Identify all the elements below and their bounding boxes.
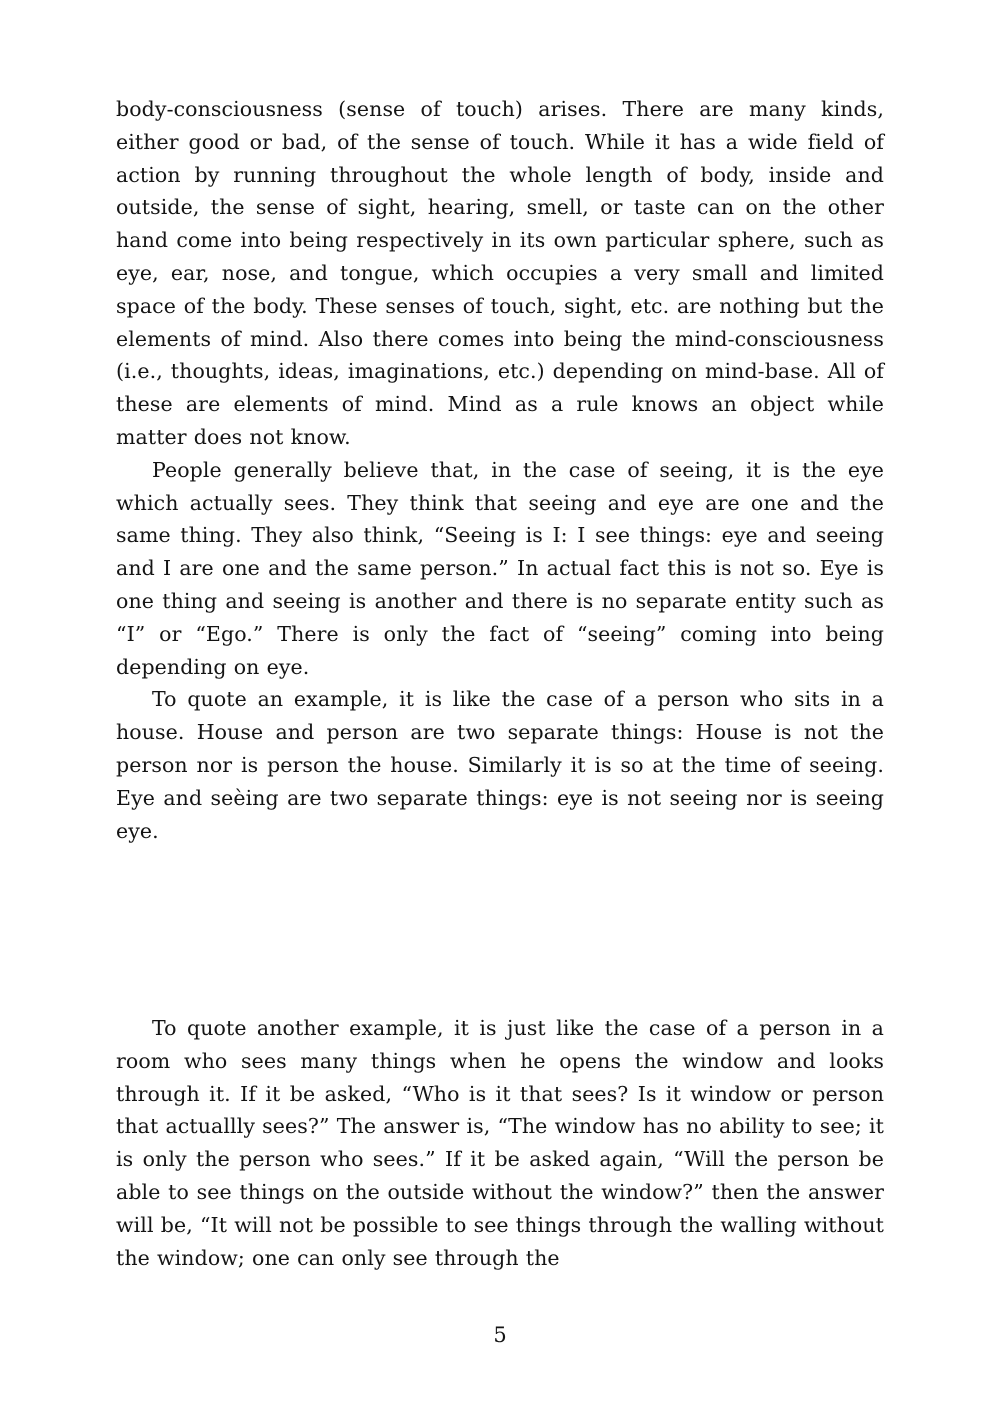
paragraph-body-consciousness: body-consciousness (sense of touch) arises. There are many kinds, either good or bad, of the sense of touch. While it has a wide field of action by running throughout the whole length of body, inside and outside, the sense of sight, hearing, smell, or taste can on the other hand come into being respectively in its own particular sphere, such as eye, ear, nose, and tongue, which occupies a very small and limited space of the body. These senses of touch, sight, etc. are nothing but the elements of mind. Also there comes into being the mind-consciousness (i.e., thoughts, ideas, imaginations, etc.) depending on mind-base. All of these are elements of mind. Mind as a rule knows an object while matter does not know. xyxy=(116,97,884,449)
paragraph-window-example: To quote another example, it is just like the case of a person in a room who sees many things when he opens the window and looks through it. If it be asked, “Who is it that sees? Is it window or person that actuallly sees?” The answer is, “The window has no ability to see; it is only the person who sees.” If it be asked again, “Will the person be able to see things on the outside without the window?” then the answer will be, “It will not be possible to see things through the walling without the window; one can only see through the xyxy=(116,1016,884,1270)
page-number: 5 xyxy=(493,1323,507,1347)
text-block-top xyxy=(116,93,884,847)
text-block-bottom xyxy=(116,1012,884,1274)
paragraph-seeing-eye: People generally believe that, in the case of seeing, it is the eye which actually sees. They think that seeing and eye are one and the same thing. They also think, “Seeing is I: I see things: eye and seeing and I are one and the same person.” In actual fact this is not so. Eye is one thing and seeing is another and there is no separate entity such as “I” or “Ego.” There is only the fact of “seeing” coming into being depending on eye. xyxy=(116,457,884,679)
paragraph-house-example: To quote an example, it is like the case of a person who sits in a house. House and person are two separate things: House is not the person nor is person the house. Similarly it is so at the time of seeing. Eye and seèing are two separate things: eye is not seeing nor is seeing eye. xyxy=(116,687,884,843)
